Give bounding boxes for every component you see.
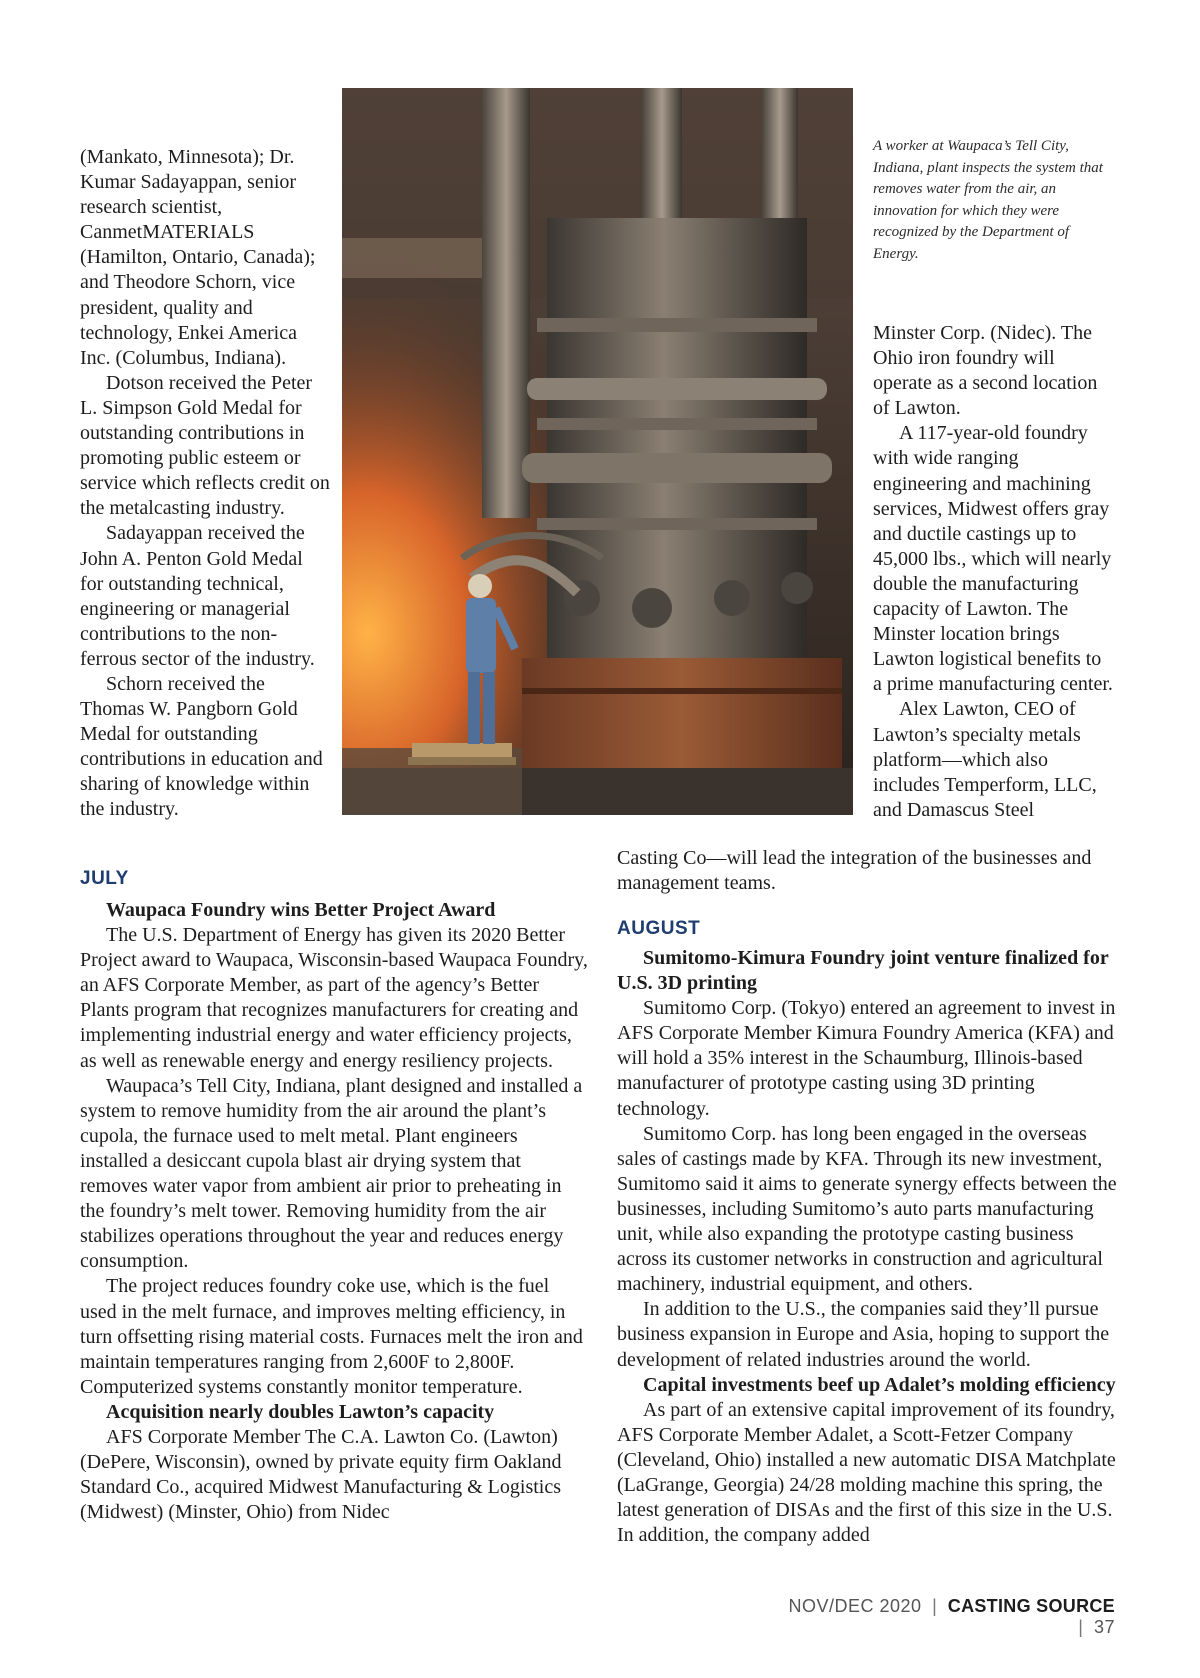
paragraph: As part of an extensive capital improvement of its foundry, AFS Corporate Member Adalet, a Scott-Fetzer Company (Cleveland, Ohio) installed a new automatic DISA Matchplate (LaGrange, Georgia) 24/28 molding machine this spring, the latest generation of DISAs and the first of this size in the U.S. In addition, the company added bbox=[617, 1398, 1116, 1547]
section-heading-august: AUGUST bbox=[617, 918, 701, 939]
right-column-top bbox=[873, 321, 1113, 823]
article-subhead: Acquisition nearly doubles Lawton’s capacity bbox=[106, 1400, 495, 1423]
article-subhead: Waupaca Foundry wins Better Project Award bbox=[106, 899, 496, 921]
page-footer bbox=[775, 1596, 1115, 1638]
footer-separator: | bbox=[932, 1596, 938, 1616]
paragraph: Waupaca’s Tell City, Indiana, plant designed and installed a system to remove humidity from the air around the plant’s cupola, the furnace used to melt metal. Plant engineers installed a desiccant cupola blast air drying system that removes water vapor from ambient air prior to preheating in the foundry’s melt tower. Removing humidity from the air stabilizes operations throughout the year and reduces energy consumption. bbox=[80, 1074, 583, 1273]
paragraph: Alex Lawton, CEO of Lawton’s specialty metals platform—which also includes Temperform, LLC, and Damascus Steel bbox=[873, 698, 1097, 821]
paragraph: Schorn received the Thomas W. Pangborn Gold Medal for outstanding contributions in education and sharing of knowledge within the industry. bbox=[80, 672, 323, 821]
photo-caption: A worker at Waupaca’s Tell City, Indiana, plant inspects the system that removes water from the air, an innovation for which they were recognized by the Department of Energy. bbox=[873, 138, 1103, 262]
section-heading-july: JULY bbox=[80, 868, 129, 889]
paragraph: In addition to the U.S., the companies said they’ll pursue business expansion in Europe and Asia, hoping to support the development of related industries around the world. bbox=[617, 1298, 1110, 1371]
paragraph: AFS Corporate Member The C.A. Lawton Co. (Lawton) (DePere, Wisconsin), owned by private equity firm Oakland Standard Co., acquired Midwest Manufacturing & Logistics (Midwest) (Minster, Ohio) from Nidec bbox=[80, 1425, 562, 1524]
left-column-top bbox=[80, 145, 330, 823]
article-subhead: Sumitomo-Kimura Foundry joint venture finalized for U.S. 3D printing bbox=[617, 947, 1109, 995]
right-column-wrap bbox=[617, 846, 1117, 896]
paragraph: A 117-year-old foundry with wide ranging engineering and machining services, Midwest offers gray and ductile castings up to 45,000 lbs., which will nearly double the manufacturing capacity of Lawton. The Minster location brings Lawton logistical benefits to a prime manufacturing center. bbox=[873, 422, 1113, 696]
magazine-name: CASTING SOURCE bbox=[947, 1596, 1115, 1616]
paragraph: Dotson received the Peter L. Simpson Gold Medal for outstanding contributions in promoting public esteem or service which reflects credit on the metalcasting industry. bbox=[80, 371, 330, 520]
paragraph: Minster Corp. (Nidec). The Ohio iron foundry will operate as a second location of Lawton. bbox=[873, 322, 1098, 420]
right-column-bottom bbox=[617, 946, 1122, 1548]
foundry-cupola-photo bbox=[342, 88, 853, 815]
article-subhead: Capital investments beef up Adalet’s molding efficiency bbox=[643, 1373, 1116, 1396]
footer-separator: | bbox=[1078, 1617, 1084, 1637]
paragraph: Sumitomo Corp. (Tokyo) entered an agreement to invest in AFS Corporate Member Kimura Foundry America (KFA) and will hold a 35% interest in the Schaumburg, Illinois-based manufacturer of prototype casting using 3D printing technology. bbox=[617, 997, 1116, 1120]
paragraph: (Mankato, Minnesota); Dr. Kumar Sadayappan, senior research scientist, CanmetMATERIALS (Hamilton, Ontario, Canada); and Theodore Schorn, vice president, quality and technology, Enkei America Inc. (Columbus, Indiana). bbox=[80, 146, 316, 369]
paragraph: Sadayappan received the John A. Penton Gold Medal for outstanding technical, engineering or managerial contributions to the non-ferrous sector of the industry. bbox=[80, 522, 315, 670]
page-number: 37 bbox=[1093, 1617, 1115, 1637]
paragraph: The U.S. Department of Energy has given its 2020 Better Project award to Waupaca, Wisconsin-based Waupaca Foundry, an AFS Corporate Member, as part of the agency’s Better Plants program that recognizes manufacturers for creating and implementing industrial energy and water efficiency projects, as well as renewable energy and energy resiliency projects. bbox=[80, 924, 588, 1072]
issue-date: NOV/DEC 2020 bbox=[788, 1596, 922, 1616]
paragraph: The project reduces foundry coke use, which is the fuel used in the melt furnace, and improves melting efficiency, in turn offsetting rising material costs. Furnaces melt the iron and maintain temperatures ranging from 2,600F to 2,800F. Computerized systems constantly monitor temperature. bbox=[80, 1275, 583, 1398]
paragraph: Casting Co—will lead the integration of the businesses and management teams. bbox=[617, 847, 1092, 895]
left-column-bottom bbox=[80, 898, 590, 1525]
paragraph: Sumitomo Corp. has long been engaged in the overseas sales of castings made by KFA. Through its new investment, Sumitomo said it aims to generate synergy effects between the businesses, including Sumitomo’s auto parts manufacturing unit, while also expanding the prototype casting business across its customer networks in construction and agricultural machinery, industrial equipment, and others. bbox=[617, 1122, 1117, 1296]
